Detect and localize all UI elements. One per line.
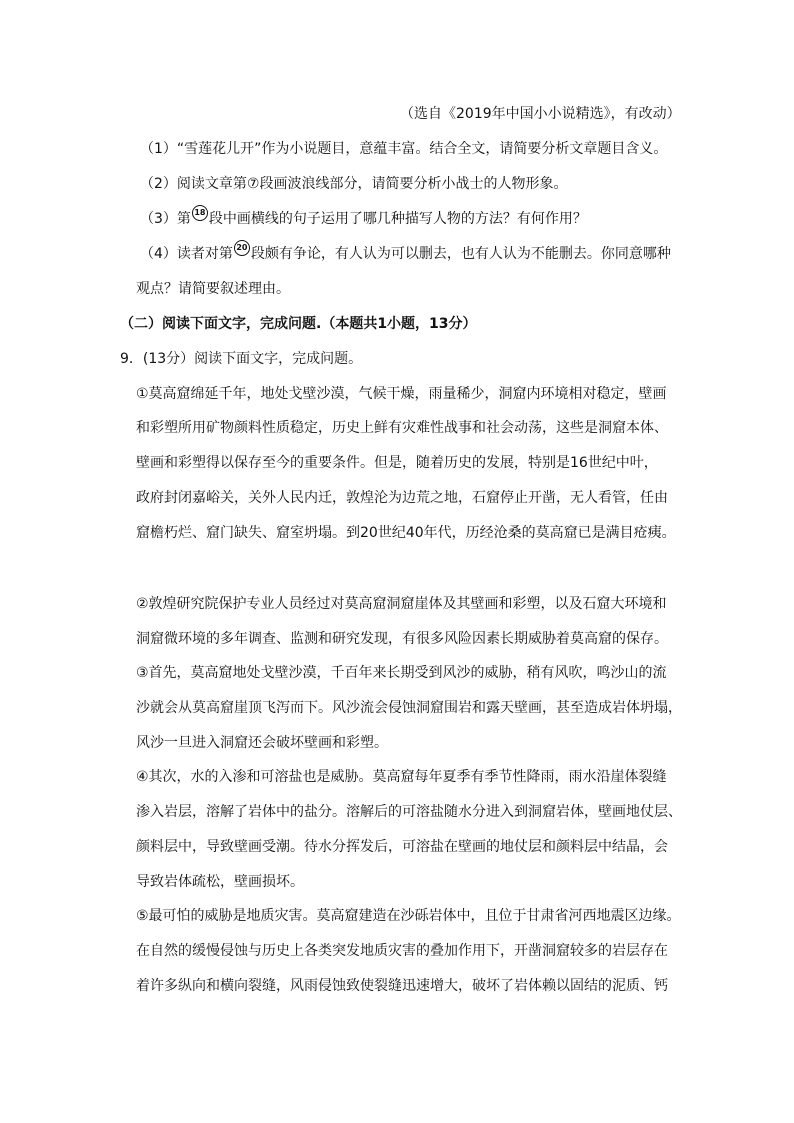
question-3-prefix: （3）第	[140, 211, 191, 227]
question-2: （2）阅读文章第⑦段画波浪线部分，请简要分析小战士的人物形象。	[140, 176, 568, 192]
passage-line: 在自然的缓慢侵蚀与历史上各类突发地质灾害的叠加作用下，开凿洞窟较多的岩层存在	[136, 943, 668, 959]
passage-line: 政府封闭嘉峪关，关外人民内迁，敦煌沦为边荒之地，石窟停止开凿，无人看管，任由	[136, 490, 668, 506]
question-1: （1）“雪莲花儿开”作为小说题目，意蕴丰富。结合全文，请简要分析文章题目含义。	[140, 141, 668, 157]
section-heading: （二）阅读下面文字，完成问题.（本题共1小题，13分）	[120, 316, 477, 332]
question-4	[140, 244, 671, 264]
passage-line: 导致岩体疏松，壁画损坏。	[136, 874, 304, 890]
passage-line: 窟檐朽烂、窟门缺失、窟室坍塌。到20世纪40年代，历经沧桑的莫高窟已是满目疮痍。	[136, 525, 676, 541]
passage-line: 沙就会从莫高窟崖顶飞泻而下。风沙流会侵蚀洞窟围岩和露天壁画，甚至造成岩体坍塌，	[136, 700, 682, 716]
paragraph-number-badge: 20	[234, 240, 250, 256]
question-4-suffix: 段颇有争论，有人认为可以删去，也有人认为不能删去。你同意哪种	[250, 246, 671, 262]
question-3-suffix: 段中画横线的句子运用了哪几种描写人物的方法？有何作用？	[208, 211, 587, 227]
question-4-continuation: 观点？请简要叙述理由。	[136, 281, 290, 297]
item-9-title: 9．(13分）阅读下面文字，完成问题。	[120, 351, 363, 367]
paragraph-number-badge: 18	[192, 205, 208, 221]
passage-line: ①莫高窟绵延千年，地处戈壁沙漠，气候干燥，雨量稀少，洞窟内环境相对稳定，壁画	[136, 386, 667, 402]
passage-line: ②敦煌研究院保护专业人员经过对莫高窟洞窟崖体及其壁画和彩塑，以及石窟大环境和	[136, 596, 667, 612]
source-note: （选自《2019年中国小小说精选》，有改动）	[400, 106, 681, 122]
passage-line: 洞窟微环境的多年调查、监测和研究发现，有很多风险因素长期威胁着莫高窟的保存。	[136, 631, 668, 647]
passage-line: ⑤最可怕的威胁是地质灾害。莫高窟建造在沙砾岩体中，且位于甘肃省河西地震区边缘。	[136, 908, 681, 924]
passage-line: ③首先，莫高窟地处戈壁沙漠，千百年来长期受到风沙的威胁，稍有风吹，鸣沙山的流	[136, 665, 667, 681]
passage-line: 渗入岩层，溶解了岩体中的盐分。溶解后的可溶盐随水分进入到洞窟岩体，壁画地仗层、	[136, 804, 682, 820]
passage-line: ④其次，水的入渗和可溶盐也是威胁。莫高窟每年夏季有季节性降雨，雨水沿崖体裂缝	[136, 769, 667, 785]
passage-line: 着许多纵向和横向裂缝，风雨侵蚀致使裂缝迅速增大，破坏了岩体赖以固结的泥质、钙	[136, 978, 668, 994]
passage-line: 风沙一旦进入洞窟还会破坏壁画和彩塑。	[136, 735, 388, 751]
passage-line: 壁画和彩塑得以保存至今的重要条件。但是，随着历史的发展，特别是16世纪中叶，	[136, 455, 658, 471]
question-3	[140, 209, 587, 229]
passage-line: 颜料层中，导致壁画受潮。待水分挥发后，可溶盐在壁画的地仗层和颜料层中结晶，会	[136, 839, 668, 855]
question-4-prefix: （4）读者对第	[140, 246, 233, 262]
passage-line: 和彩塑所用矿物颜料性质稳定，历史上鲜有灾难性战事和社会动荡，这些是洞窟本体、	[136, 420, 668, 436]
